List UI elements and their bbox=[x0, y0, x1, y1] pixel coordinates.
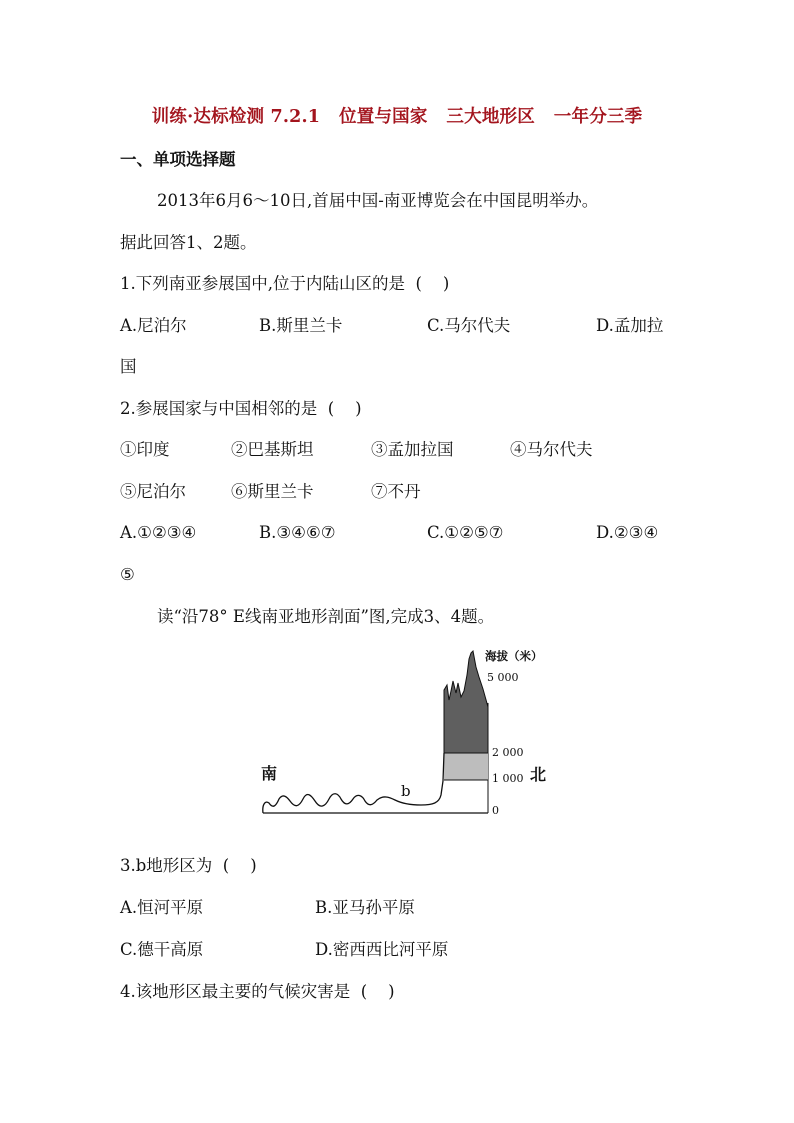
q2-item-3: ③孟加拉国 bbox=[371, 440, 454, 459]
himalaya-mountains bbox=[444, 651, 488, 753]
south-label: 南 bbox=[261, 764, 278, 783]
north-label: 北 bbox=[530, 765, 547, 784]
q3-stem: 3.b地形区为 ( ) bbox=[120, 856, 257, 875]
q3-option-a: A.恒河平原 bbox=[120, 898, 204, 917]
section-heading: 一、单项选择题 bbox=[120, 150, 236, 169]
q2-option-d-wrap: ⑤ bbox=[120, 565, 135, 584]
band-1000-2000 bbox=[444, 753, 488, 780]
q1-option-a: A.尼泊尔 bbox=[120, 316, 187, 335]
tick-2000: 2 000 bbox=[492, 746, 524, 759]
figure-intro: 读“沿78° E线南亚地形剖面”图,完成3、4题。 bbox=[157, 607, 495, 626]
tick-5000: 5 000 bbox=[487, 671, 519, 684]
q2-item-1: ①印度 bbox=[120, 440, 170, 459]
terrain-profile-figure bbox=[255, 645, 555, 820]
q2-item-2: ②巴基斯坦 bbox=[231, 440, 314, 459]
intro-line-2: 据此回答1、2题。 bbox=[120, 233, 257, 252]
q2-item-6: ⑥斯里兰卡 bbox=[231, 482, 314, 501]
region-b-label: b bbox=[401, 782, 411, 800]
q1-option-b: B.斯里兰卡 bbox=[259, 316, 343, 335]
q3-option-b: B.亚马孙平原 bbox=[315, 898, 415, 917]
q2-option-a: A.①②③④ bbox=[120, 523, 197, 542]
q2-option-b: B.③④⑥⑦ bbox=[259, 523, 336, 542]
q2-item-7: ⑦不丹 bbox=[371, 482, 421, 501]
q3-option-d: D.密西西比河平原 bbox=[315, 940, 449, 959]
q2-stem: 2.参展国家与中国相邻的是 ( ) bbox=[120, 399, 362, 418]
q1-option-d: D.孟加拉 bbox=[596, 316, 664, 335]
q1-stem: 1.下列南亚参展国中,位于内陆山区的是 ( ) bbox=[120, 274, 450, 293]
tick-0: 0 bbox=[492, 804, 499, 817]
q2-item-4: ④马尔代夫 bbox=[510, 440, 593, 459]
axis-title: 海拔（米） bbox=[485, 649, 543, 663]
q4-stem: 4.该地形区最主要的气候灾害是 ( ) bbox=[120, 982, 395, 1001]
q1-option-c: C.马尔代夫 bbox=[427, 316, 511, 335]
q1-option-d-wrap: 国 bbox=[120, 357, 137, 376]
q2-option-d: D.②③④ bbox=[596, 523, 659, 542]
profile-outline bbox=[263, 753, 444, 813]
intro-line-1: 2013年6月6～10日,首届中国-南亚博览会在中国昆明举办。 bbox=[157, 191, 599, 210]
page-title: 训练·达标检测 7.2.1 位置与国家 三大地形区 一年分三季 bbox=[151, 107, 643, 127]
q2-option-c: C.①②⑤⑦ bbox=[427, 523, 504, 542]
tick-1000: 1 000 bbox=[492, 772, 524, 785]
q3-option-c: C.德干高原 bbox=[120, 940, 204, 959]
q2-item-5: ⑤尼泊尔 bbox=[120, 482, 186, 501]
